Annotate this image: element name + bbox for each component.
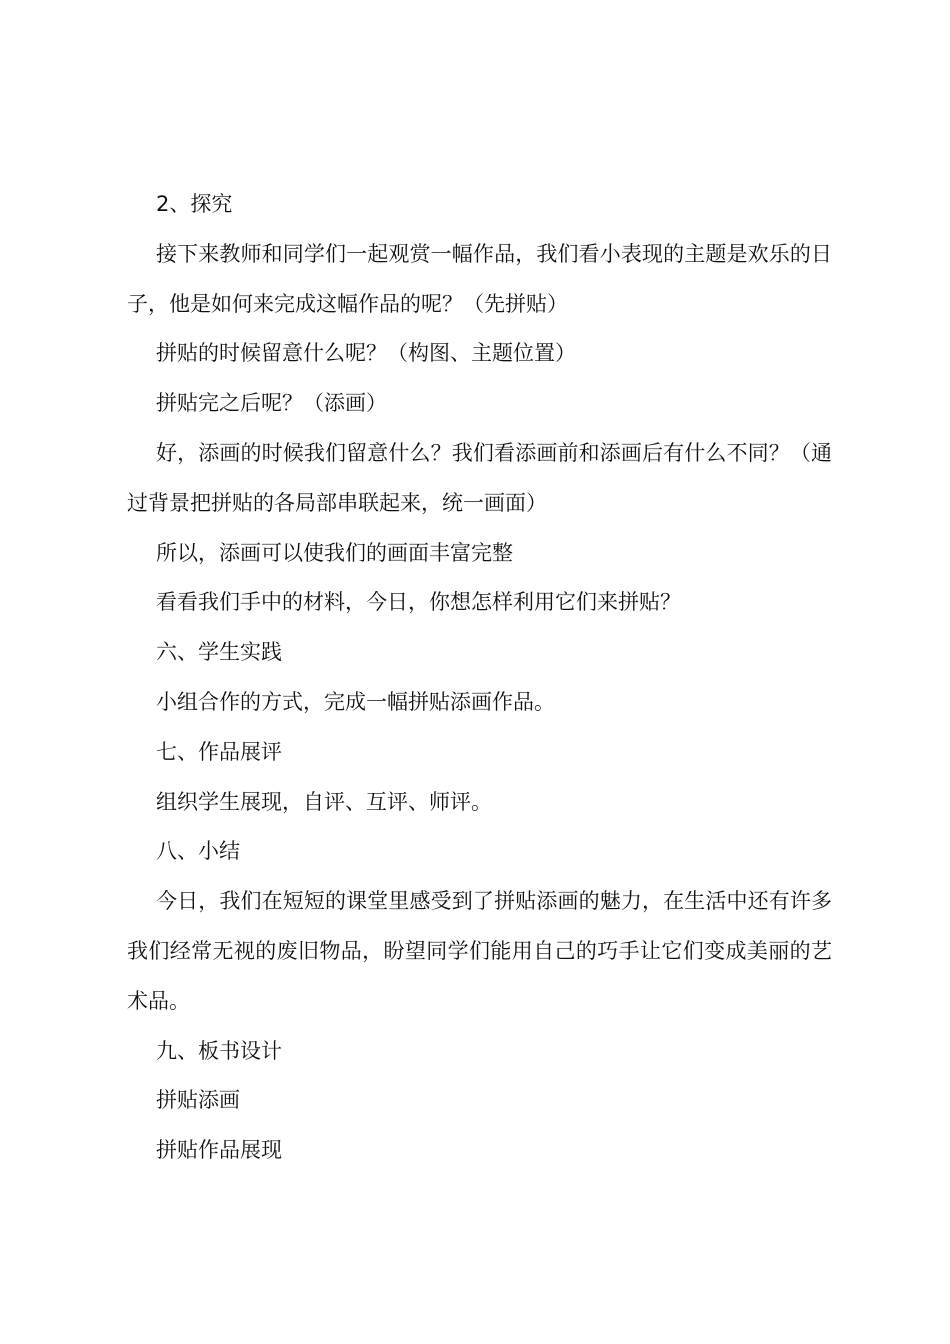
paragraph-evaluation: 组织学生展现，自评、互评、师评。	[156, 789, 492, 814]
board-line-collage-display: 拼贴作品展现	[156, 1138, 282, 1163]
section-heading-explore: 2、探究	[156, 192, 233, 216]
paragraph-observe-artwork: 接下来教师和同学们一起观赏一幅作品，我们看小表现的主题是欢乐的日子，他是如何来完成这幅作品的呢？（先拼贴）	[127, 241, 832, 316]
document-body	[127, 180, 832, 1176]
paragraph-drawing-attention: 好，添画的时候我们留意什么？我们看添画前和添画后有什么不同？（通过背景把拼贴的各局部串联起来，统一画面）	[127, 440, 832, 515]
paragraph-group-work: 小组合作的方式，完成一幅拼贴添画作品。	[156, 689, 555, 714]
paragraph-collage-attention: 拼贴的时候留意什么呢？（构图、主题位置）	[156, 341, 576, 366]
paragraph-summary-text: 今日，我们在短短的课堂里感受到了拼贴添画的魅力，在生活中还有许多我们经常无视的废旧物品，盼望同学们能用自己的巧手让它们变成美丽的艺术品。	[127, 889, 832, 1013]
section-heading-summary: 八、小结	[156, 839, 240, 864]
section-heading-exhibition: 七、作品展评	[156, 739, 282, 764]
board-line-collage-drawing: 拼贴添画	[156, 1088, 240, 1113]
paragraph-drawing-enriches: 所以，添画可以使我们的画面丰富完整	[156, 540, 513, 565]
section-heading-practice: 六、学生实践	[156, 640, 282, 665]
section-heading-board-design: 九、板书设计	[156, 1038, 282, 1063]
paragraph-after-collage: 拼贴完之后呢？（添画）	[156, 391, 387, 416]
paragraph-materials-question: 看看我们手中的材料，今日，你想怎样利用它们来拼贴？	[156, 590, 681, 615]
